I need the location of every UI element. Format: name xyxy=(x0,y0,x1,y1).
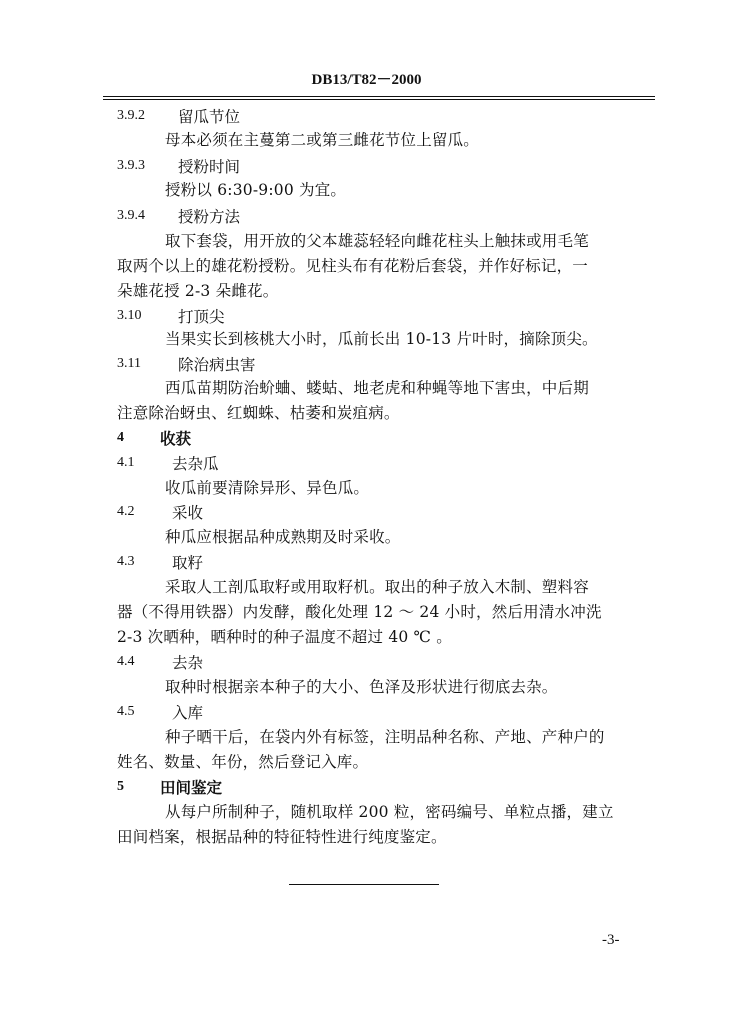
paragraph-line: 西瓜苗期防治蚧蛐、蝼蛄、地老虎和种蝇等地下害虫，中后期 xyxy=(165,379,589,397)
paragraph-line: 采取人工剖瓜取籽或用取籽机。取出的种子放入木制、塑料容 xyxy=(165,578,589,596)
paragraph-line: 朵雄花授 2-3 朵雌花。 xyxy=(117,282,279,300)
section-title: 采收 xyxy=(172,504,204,522)
section-title: 取籽 xyxy=(172,554,204,572)
paragraph-line: 种瓜应根据品种成熟期及时采收。 xyxy=(165,528,401,546)
page-number: -3- xyxy=(602,932,620,948)
section-title: 授粉方法 xyxy=(178,208,241,226)
section-number: 3.9.3 xyxy=(117,158,145,173)
chapter-number: 5 xyxy=(117,779,124,794)
header-rule-thin xyxy=(103,99,655,100)
section-number: 4.5 xyxy=(117,704,135,719)
paragraph-line: 种子晒干后，在袋内外有标签，注明品种名称、产地、产种户的 xyxy=(165,728,605,746)
section-number: 3.11 xyxy=(117,356,141,371)
end-rule xyxy=(289,884,439,885)
paragraph-line: 田间档案，根据品种的特征特性进行纯度鉴定。 xyxy=(117,828,447,846)
paragraph-line: 母本必须在主蔓第二或第三雌花节位上留瓜。 xyxy=(165,131,480,149)
paragraph-line: 器（不得用铁器）内发酵，酸化处理 12 ～ 24 小时，然后用清水冲洗 xyxy=(117,603,602,621)
paragraph-line: 收瓜前要清除异形、异色瓜。 xyxy=(165,479,370,497)
paragraph-line: 取种时根据亲本种子的大小、色泽及形状进行彻底去杂。 xyxy=(165,678,558,696)
section-title: 打顶尖 xyxy=(178,308,225,326)
document-code-header: DB13/T82－2000 xyxy=(311,72,422,88)
chapter-title: 收获 xyxy=(160,429,192,448)
section-number: 3.10 xyxy=(117,308,142,323)
paragraph-line: 当果实长到核桃大小时，瓜前长出 10-13 片叶时，摘除顶尖。 xyxy=(165,330,598,348)
section-title: 授粉时间 xyxy=(178,158,241,176)
section-number: 4.4 xyxy=(117,654,135,669)
section-title: 去杂 xyxy=(172,654,204,672)
section-number: 4.2 xyxy=(117,504,135,519)
section-number: 4.3 xyxy=(117,554,135,569)
paragraph-line: 从每户所制种子，随机取样 200 粒，密码编号、单粒点播，建立 xyxy=(165,803,614,821)
section-number: 3.9.4 xyxy=(117,208,145,223)
section-title: 除治病虫害 xyxy=(178,356,256,374)
paragraph-line: 取下套袋，用开放的父本雄蕊轻轻向雌花柱头上触抹或用毛笔 xyxy=(165,232,589,250)
paragraph-line: 姓名、数量、年份，然后登记入库。 xyxy=(117,753,369,771)
section-number: 3.9.2 xyxy=(117,108,145,123)
section-title: 入库 xyxy=(172,704,204,722)
chapter-number: 4 xyxy=(117,430,124,445)
paragraph-line: 取两个以上的雄花粉授粉。见柱头布有花粉后套袋，并作好标记，一 xyxy=(117,257,589,275)
section-title: 去杂瓜 xyxy=(172,455,219,473)
paragraph-line: 2-3 次晒种，晒种时的种子温度不超过 40 ℃ 。 xyxy=(117,628,452,646)
chapter-title: 田间鉴定 xyxy=(160,778,223,797)
section-number: 4.1 xyxy=(117,455,135,470)
paragraph-line: 授粉以 6:30-9:00 为宜。 xyxy=(165,181,347,199)
paragraph-line: 注意除治蚜虫、红蜘蛛、枯萎和炭疽病。 xyxy=(117,404,400,422)
section-title: 留瓜节位 xyxy=(178,108,241,126)
header-rule xyxy=(103,96,655,97)
